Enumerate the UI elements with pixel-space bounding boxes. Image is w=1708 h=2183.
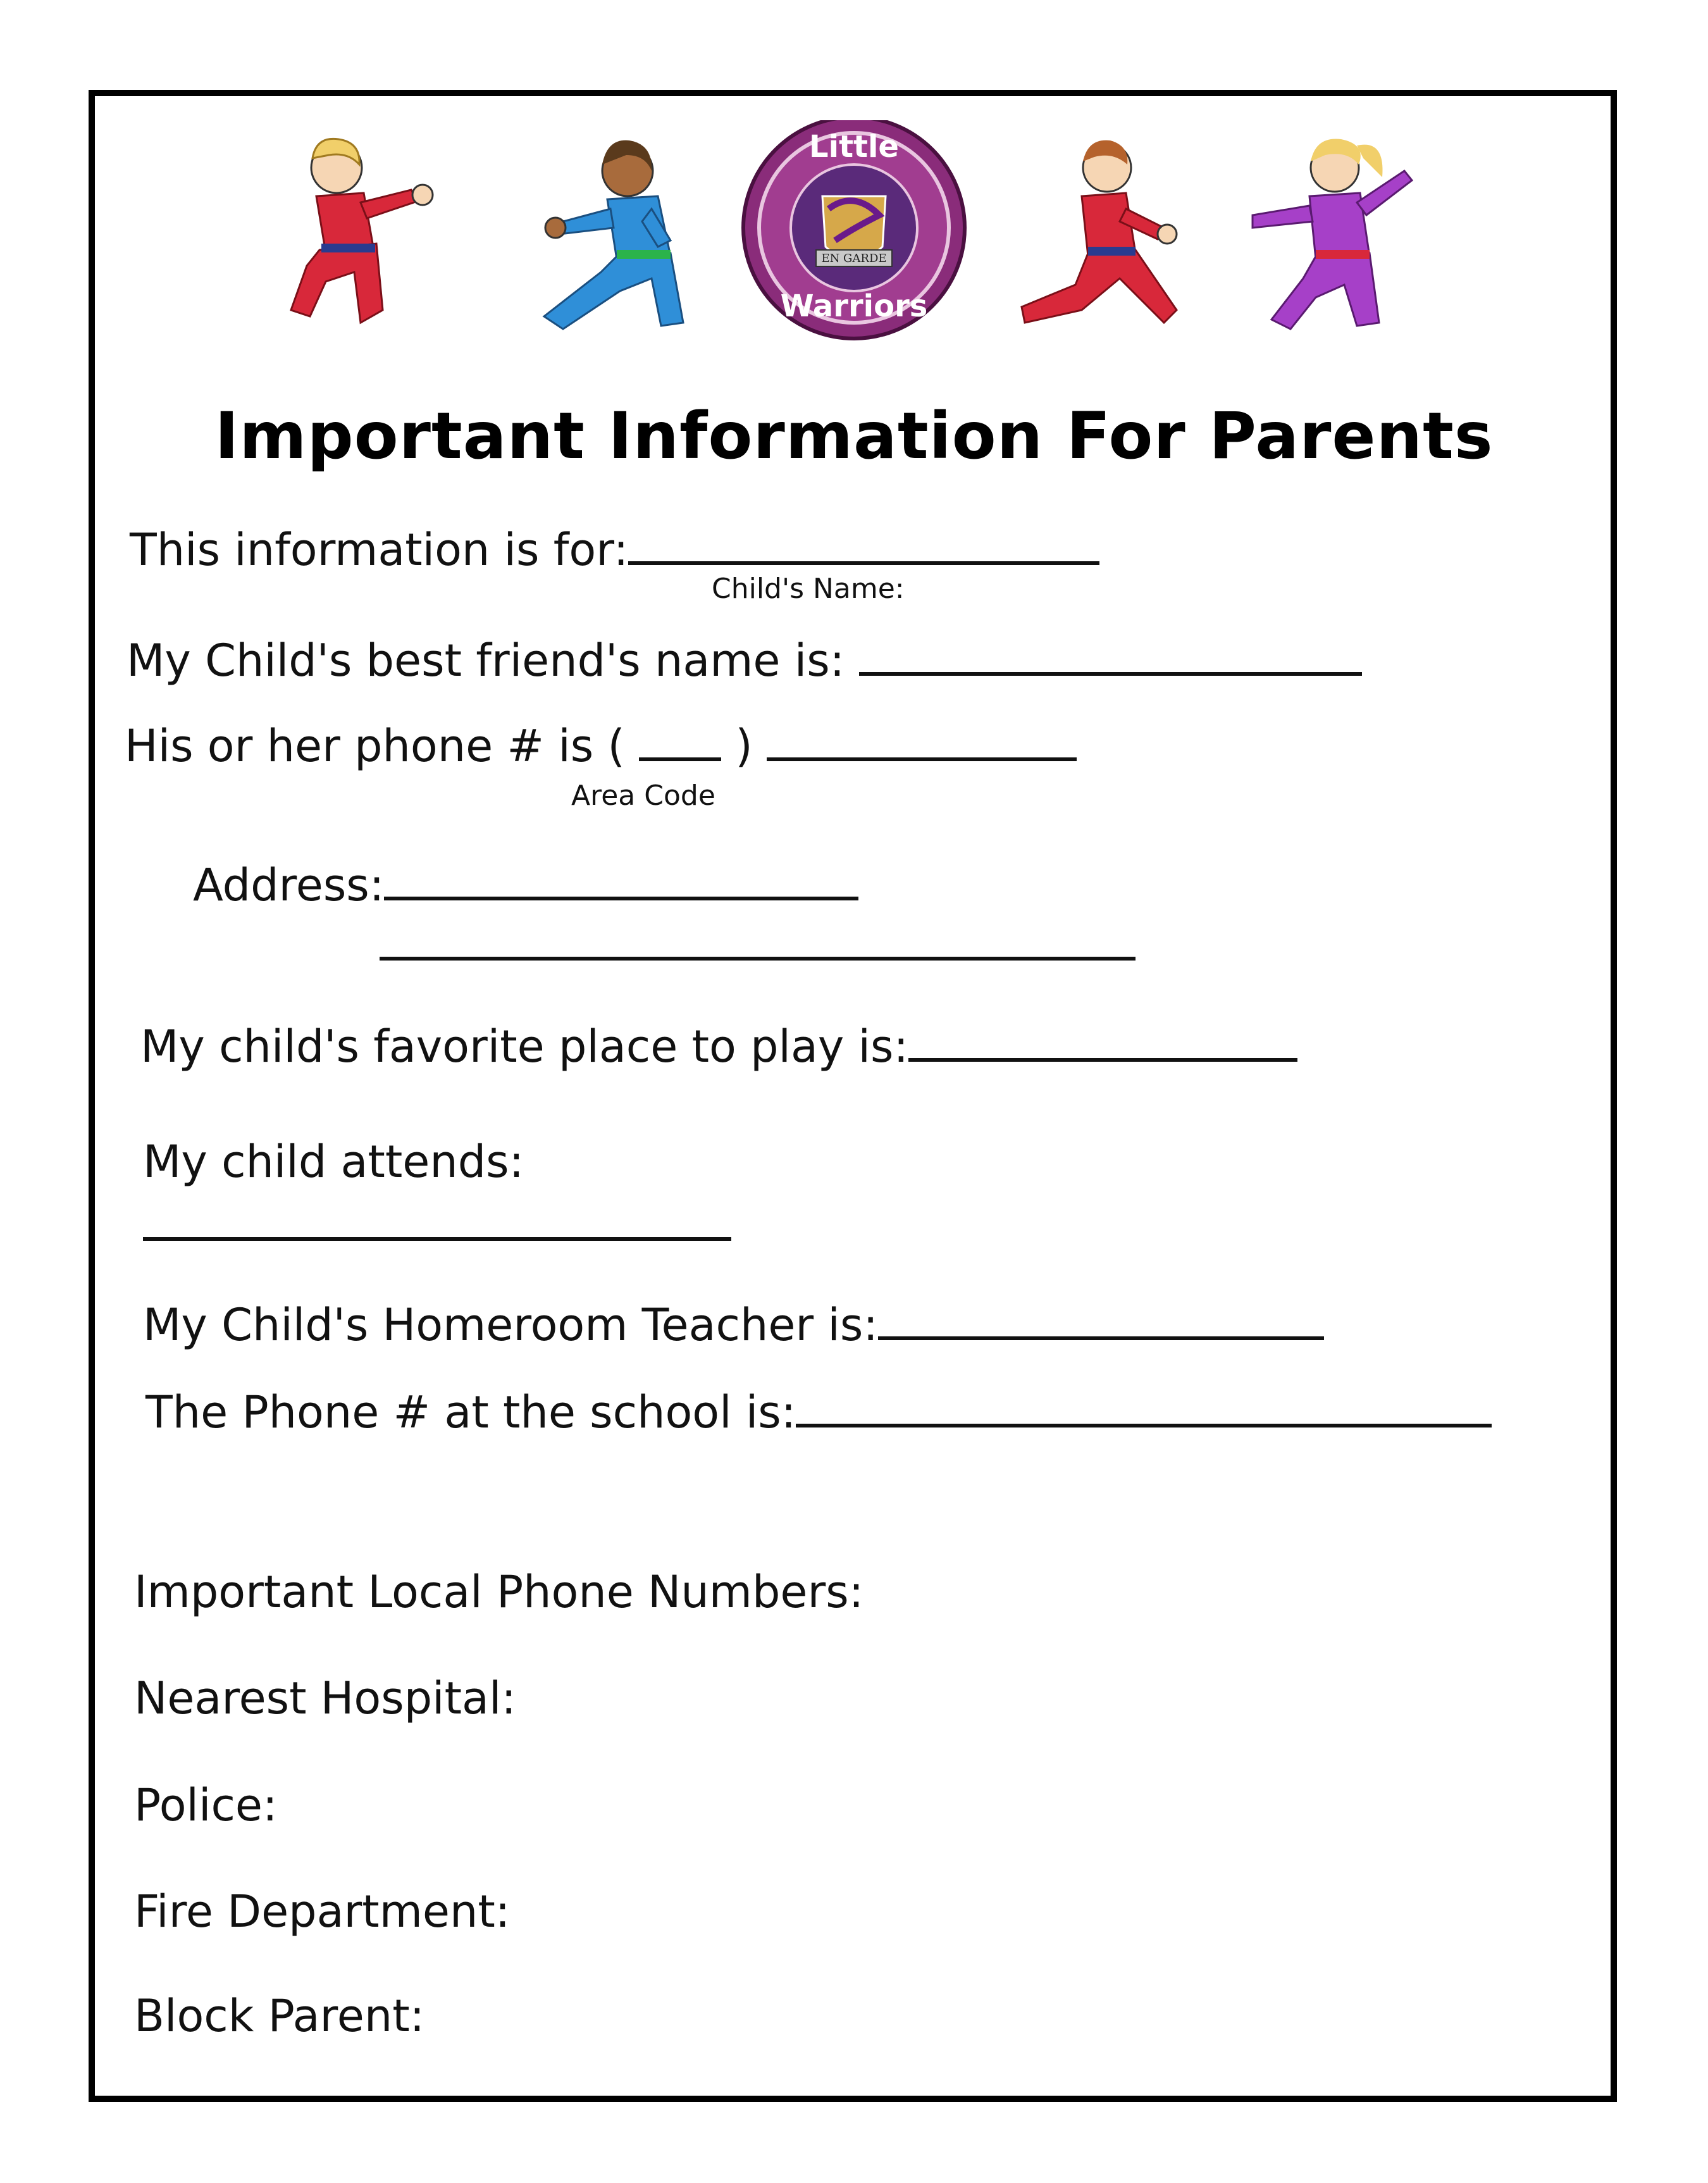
school-phone-row: [145, 1384, 1492, 1438]
svg-text:Little: Little: [809, 129, 899, 165]
address-field-line1[interactable]: [384, 857, 858, 900]
info-for-row: [130, 522, 1099, 576]
favorite-place-label: My child's favorite place to play is:: [140, 1021, 909, 1073]
karate-kid-red-icon: [291, 139, 433, 323]
address-field-line2[interactable]: [380, 957, 1136, 961]
svg-text:Warriors: Warriors: [780, 289, 928, 324]
phone-number-field[interactable]: [767, 718, 1077, 761]
attends-row: [143, 1136, 524, 1188]
favorite-place-field[interactable]: [908, 1019, 1297, 1062]
homeroom-field[interactable]: [878, 1297, 1324, 1340]
best-friend-row: [127, 633, 1362, 687]
attends-label: My child attends:: [143, 1136, 524, 1188]
hospital-label: Nearest Hospital:: [134, 1672, 516, 1724]
school-phone-field[interactable]: [796, 1384, 1492, 1427]
address-row: [193, 857, 858, 911]
police-label: Police:: [134, 1779, 278, 1831]
school-phone-label: The Phone # at the school is:: [145, 1386, 796, 1438]
child-name-field[interactable]: [628, 522, 1099, 565]
address-label: Address:: [193, 859, 385, 911]
childs-name-caption: Child's Name:: [712, 573, 905, 605]
svg-text:EN GARDE: EN GARDE: [821, 252, 887, 265]
little-warriors-logo: [743, 120, 965, 339]
best-friend-label: My Child's best friend's name is:: [127, 635, 845, 687]
karate-kid-blue-icon: [544, 140, 683, 329]
attends-field[interactable]: [143, 1237, 731, 1241]
header-illustrations: [266, 120, 1468, 373]
local-numbers-heading: Important Local Phone Numbers:: [134, 1566, 864, 1618]
phone-row: [125, 718, 1077, 772]
page-title: Important Information For Parents: [214, 399, 1494, 474]
info-for-label: This information is for:: [130, 524, 629, 576]
phone-close-paren: ): [735, 720, 753, 772]
karate-kid-purple-icon: [1253, 139, 1412, 329]
page-border: [89, 90, 1617, 2102]
area-code-field[interactable]: [639, 718, 721, 761]
phone-label: His or her phone # is (: [125, 720, 625, 772]
homeroom-label: My Child's Homeroom Teacher is:: [143, 1299, 878, 1351]
karate-kid-red-running-icon: [1022, 140, 1177, 323]
homeroom-row: [143, 1297, 1324, 1351]
favorite-place-row: [140, 1019, 1297, 1073]
block-parent-label: Block Parent:: [134, 1990, 425, 2042]
best-friend-field[interactable]: [859, 633, 1362, 676]
area-code-caption: Area Code: [571, 780, 715, 812]
fire-department-label: Fire Department:: [134, 1886, 511, 1937]
